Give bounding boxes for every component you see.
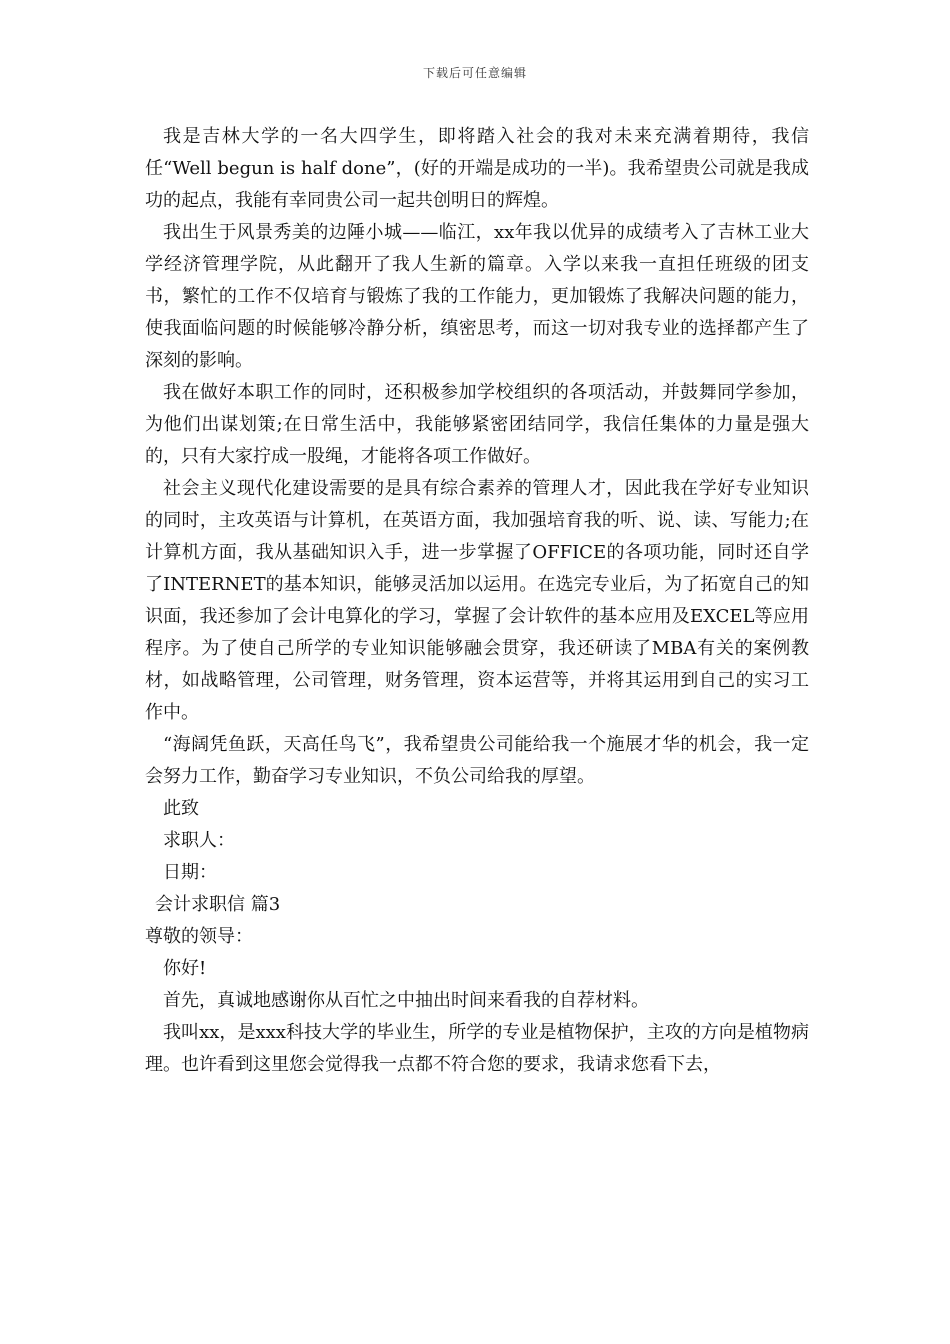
greeting: 你好! [163, 958, 207, 979]
salutation: 尊敬的领导： [145, 926, 253, 947]
document-body [145, 121, 809, 1081]
section-title: 会计求职信 篇3 [155, 894, 281, 915]
page-header: 下载后可任意编辑 [422, 66, 527, 80]
paragraph-thanks: 首先，真诚地感谢你从百忙之中抽出时间来看我的自荐材料。 [163, 990, 649, 1011]
paragraph-activities: 我在做好本职工作的同时，还积极参加学校组织的各项活动，并鼓舞同学参加，为他们出谋划策;在日常生活中，我能够紧密团结同学，我信任集体的力量是强大的，只有大家拧成一股绳，才能将各项工作做好。 [145, 382, 809, 467]
paragraph-self-intro: 我叫xx，是xxx科技大学的毕业生，所学的专业是植物保护，主攻的方向是植物病理。也许看到这里您会觉得我一点都不符合您的要求，我请求您看下去， [145, 1022, 809, 1075]
paragraph-background: 我出生于风景秀美的边陲小城——临江，xx年我以优异的成绩考入了吉林工业大学经济管理学院，从此翻开了我人生新的篇章。入学以来我一直担任班级的团支书，繁忙的工作不仅培育与锻炼了我的工作能力，更加锻炼了我解决问题的能力，使我面临问题的时候能够冷静分析，缜密思考，而这一切对我专业的选择都产生了深刻的影响。 [145, 222, 809, 371]
date-label: 日期： [163, 862, 217, 883]
closing-line: 此致 [163, 798, 199, 819]
paragraph-closing-wish: “海阔凭鱼跃，天高任鸟飞”，我希望贵公司能给我一个施展才华的机会，我一定会努力工作，勤奋学习专业知识，不负公司给我的厚望。 [145, 734, 809, 787]
paragraph-skills: 社会主义现代化建设需要的是具有综合素养的管理人才，因此我在学好专业知识的同时，主攻英语与计算机，在英语方面，我加强培育我的听、说、读、写能力;在计算机方面，我从基础知识入手，进一步掌握了OFFICE的各项功能，同时还自学了INTERNET的基本知识，能够灵活加以运用。在选完专业后，为了拓宽自己的知识面，我还参加了会计电算化的学习，掌握了会计软件的基本应用及EXCEL等应用程序。为了使自己所学的专业知识能够融会贯穿，我还研读了MBA有关的案例教材，如战略管理，公司管理，财务管理，资本运营等，并将其运用到自己的实习工作中。 [145, 478, 809, 723]
paragraph-intro: 我是吉林大学的一名大四学生，即将踏入社会的我对未来充满着期待，我信任“Well begun is half done”，(好的开端是成功的一半)。我希望贵公司就是我成功的起点，我能有幸同贵公司一起共创明日的辉煌。 [145, 126, 809, 211]
applicant-label: 求职人： [163, 830, 235, 851]
